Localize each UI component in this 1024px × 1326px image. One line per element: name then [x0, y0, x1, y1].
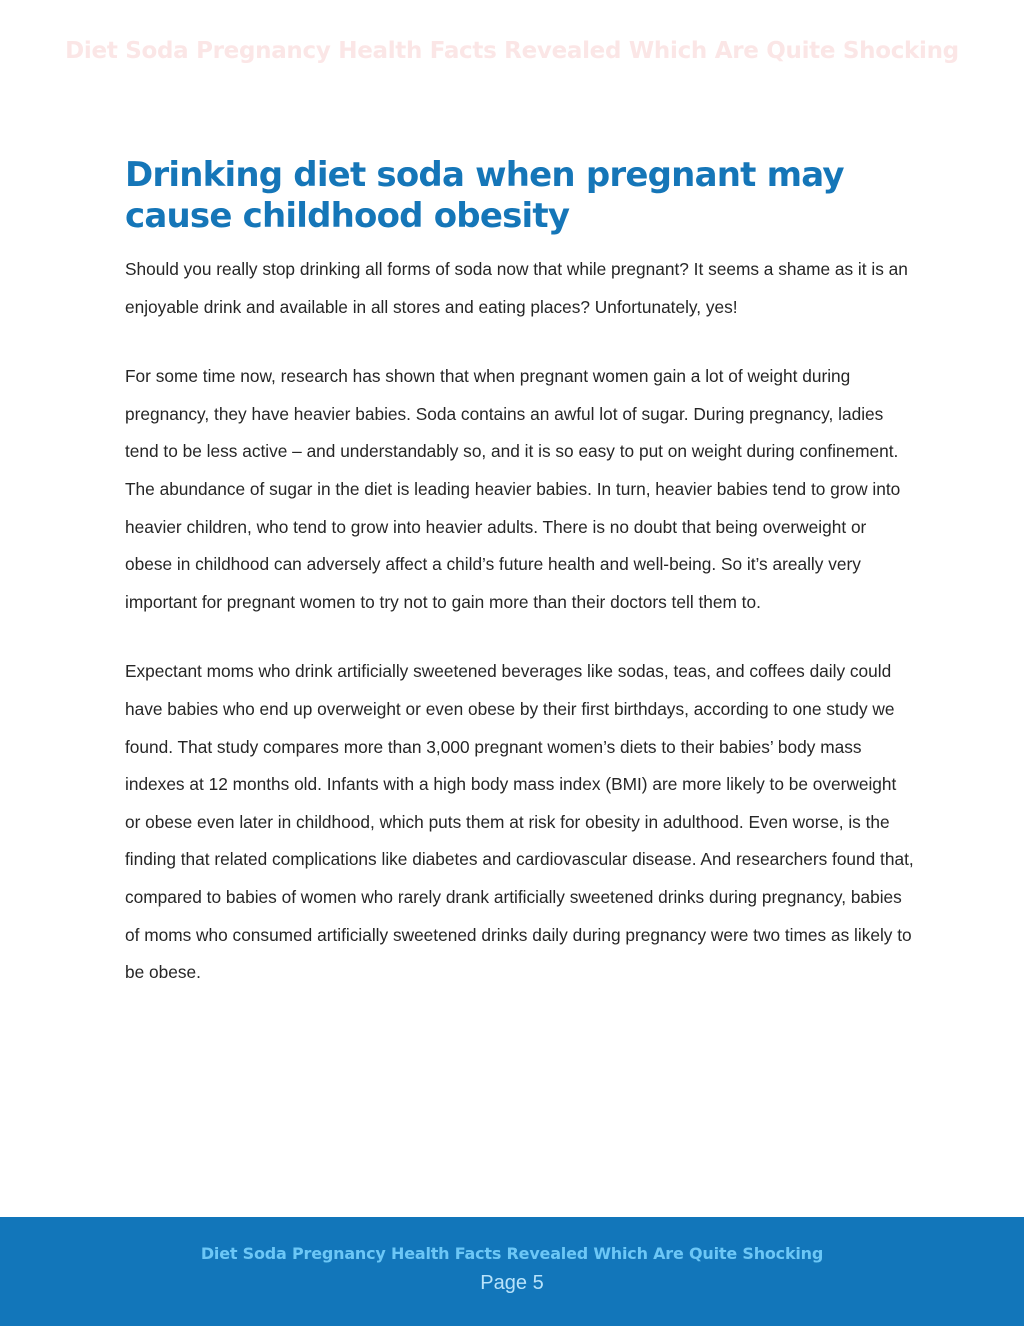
- footer-title: Diet Soda Pregnancy Health Facts Revealed Which Are Quite Shocking: [200, 1244, 824, 1263]
- article-heading: Drinking diet soda when pregnant may cause childhood obesity: [125, 155, 844, 236]
- running-header-title: Diet Soda Pregnancy Health Facts Revealed Which Are Quite Shocking: [65, 38, 959, 64]
- paragraph-3: Expectant moms who drink artificially sweetened beverages like sodas, teas, and coffees daily could have babies who end up overweight or even obese by their first birthdays, according to one study we found. That study compares more than 3,000 pregnant women’s diets to their babies’ body mass indexes at 12 months old. Infants with a high body mass index (BMI) are more likely to be overweight or obese even later in childhood, which puts them at risk for obesity in adulthood. Even worse, is the finding that related complications like diabetes and cardiovascular disease. And researchers found that, compared to babies of women who rarely drank artificially sweetened drinks during pregnancy, babies of moms who consumed artificially sweetened drinks daily during pregnancy were two times as likely to be obese.: [125, 661, 914, 983]
- article-body: [125, 155, 915, 1024]
- page-footer: [0, 1217, 1024, 1326]
- paragraph-2: For some time now, research has shown that when pregnant women gain a lot of weight during pregnancy, they have heavier babies. Soda contains an awful lot of sugar. During pregnancy, ladies tend to be less active – and understandably so, and it is so easy to put on weight during confinement. The abundance of sugar in the diet is leading heavier babies. In turn, heavier babies tend to grow into heavier children, who tend to grow into heavier adults. There is no doubt that being overweight or obese in childhood can adversely affect a child’s future health and well-being. So it’s areally very important for pregnant women to try not to gain more than their doctors tell them to.: [125, 366, 901, 612]
- paragraph-1: Should you really stop drinking all forms of soda now that while pregnant? It seems a shame as it is an enjoyable drink and available in all stores and eating places? Unfortunately, yes!: [125, 259, 908, 317]
- page-number: Page 5: [480, 1272, 544, 1294]
